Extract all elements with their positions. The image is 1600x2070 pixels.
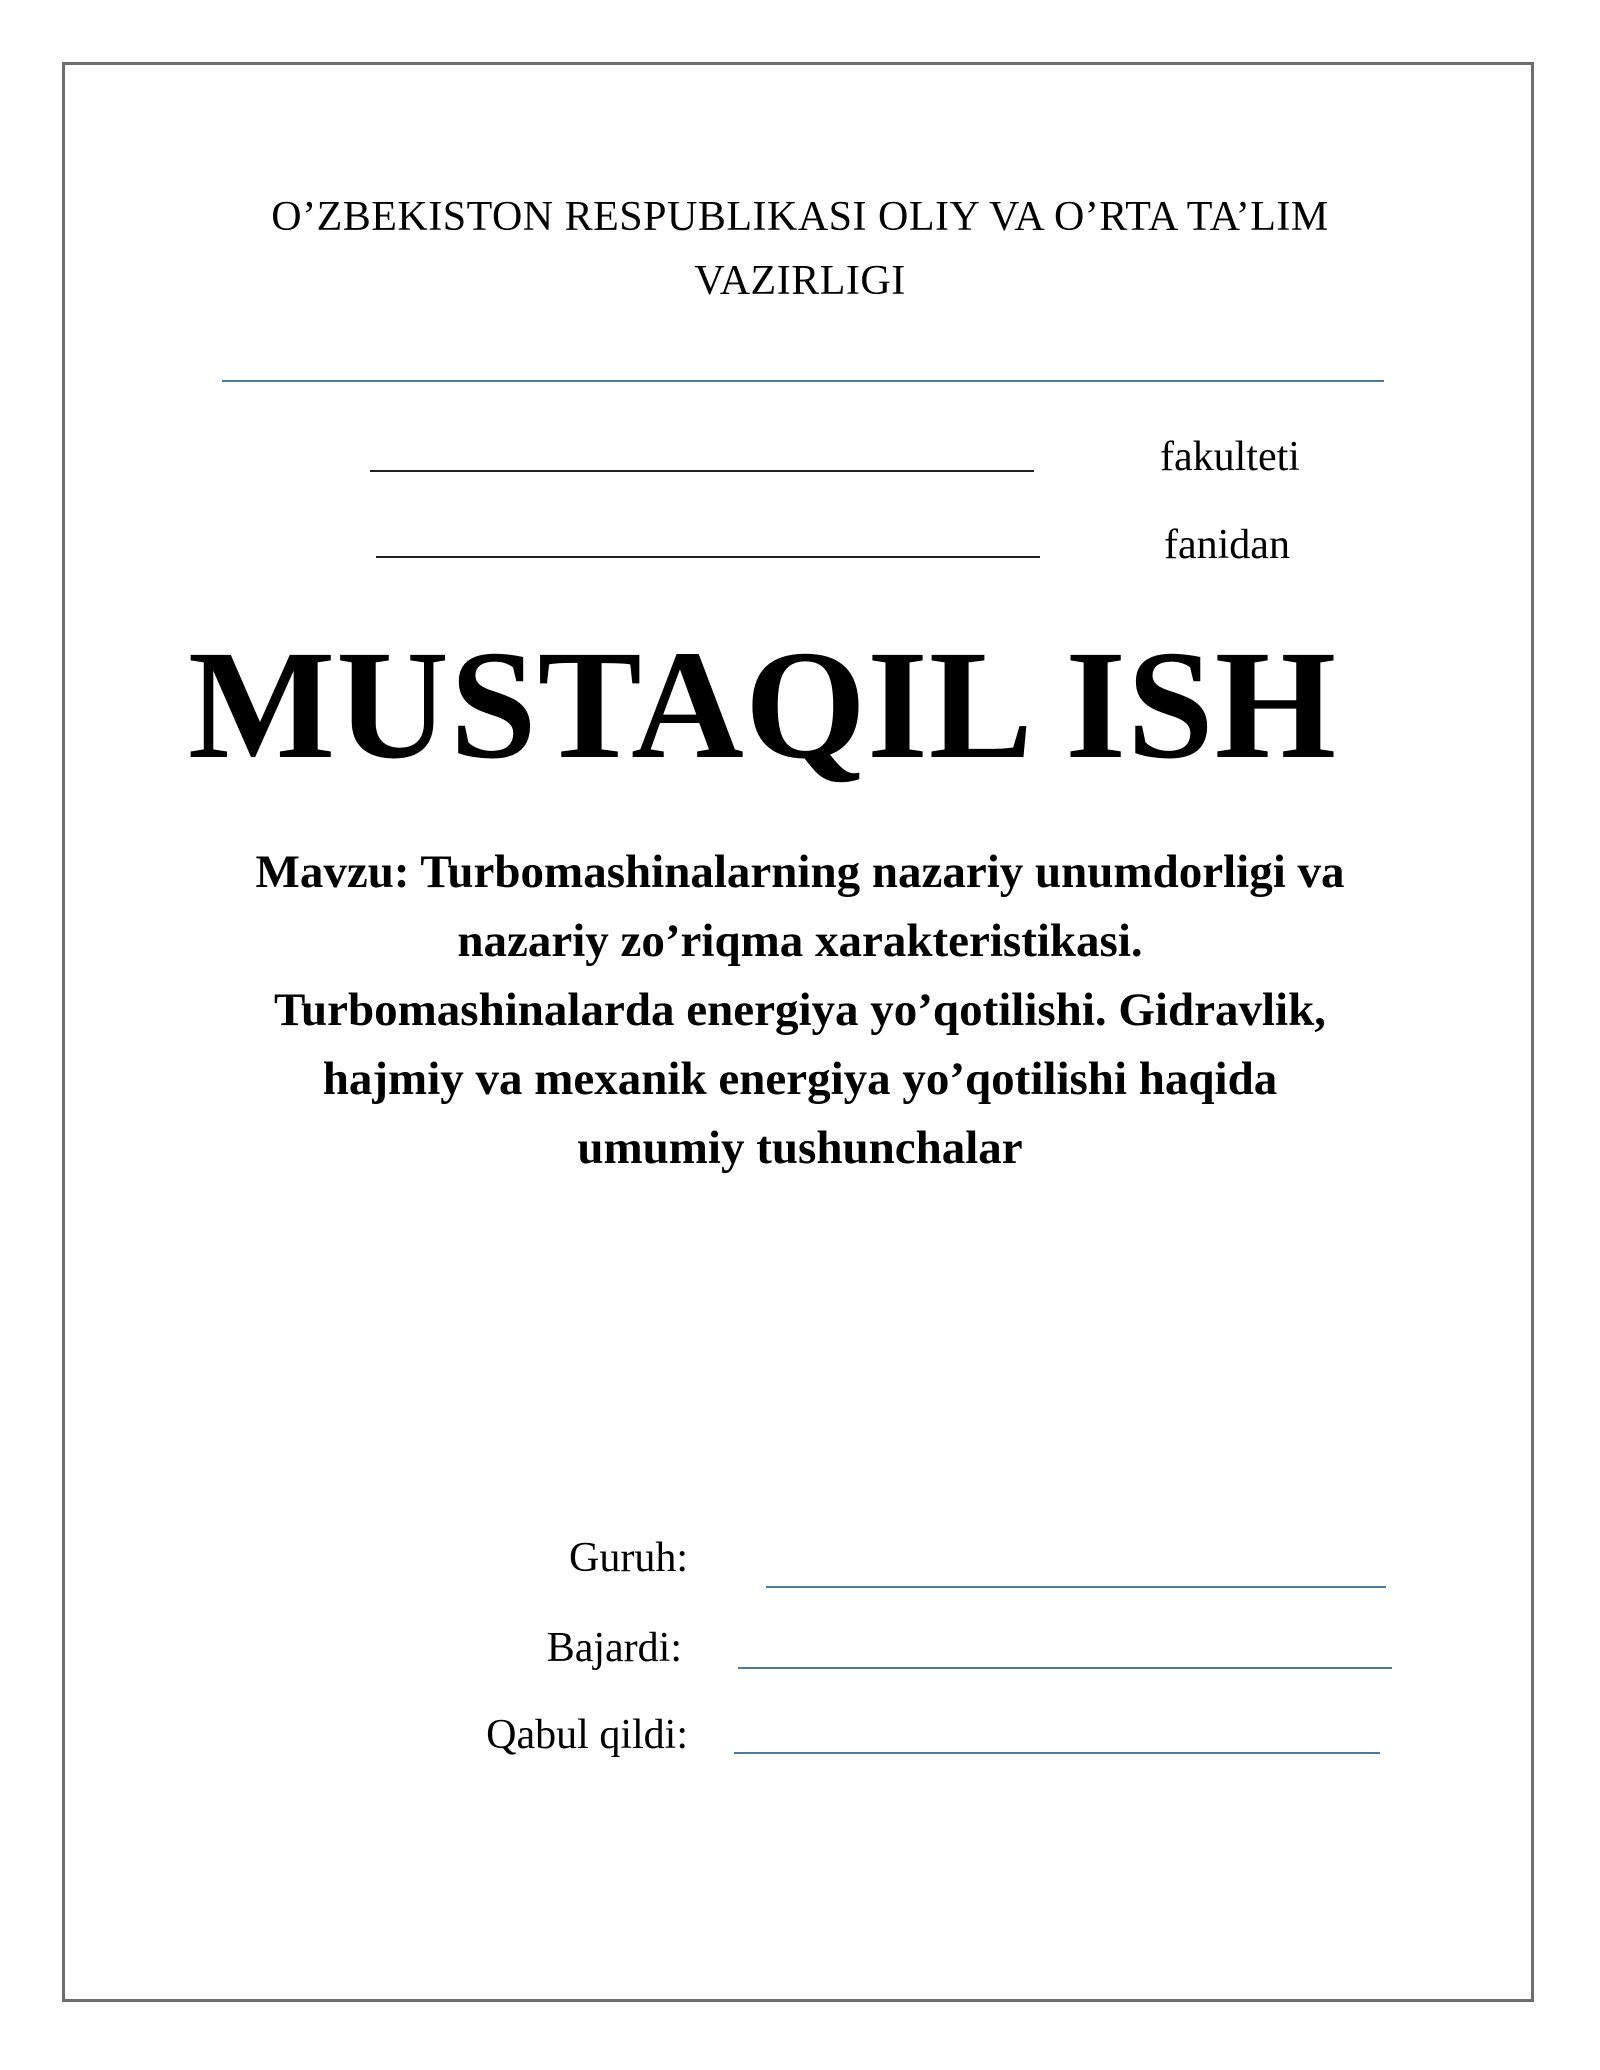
topic-line-1: Mavzu: Turbomashinalarning nazariy unumdorligi va [255,846,1345,898]
done-by-line[interactable] [738,1667,1392,1669]
ministry-line-1: O’ZBEKISTON RESPUBLIKASI OLIY VA O’RTA TA’LIM [271,194,1329,240]
accepted-by-label: Qabul qildi: [486,1712,688,1758]
topic-line-5: umumiy tushunchalar [577,1122,1023,1174]
topic-line-3: Turbomashinalarda energiya yo’qotilishi. Gidravlik, [273,984,1326,1036]
group-line[interactable] [766,1586,1386,1588]
ministry-header [150,185,1450,313]
accepted-by-line[interactable] [734,1752,1380,1754]
document-title: MUSTAQIL ISH [188,618,1338,791]
faculty-label: fakulteti [1160,434,1300,480]
faculty-name-line[interactable] [370,470,1034,472]
ministry-line-2: VAZIRLIGI [694,258,906,304]
topic-line-4: hajmiy va mexanik energiya yo’qotilishi haqida [322,1053,1278,1105]
group-label: Guruh: [569,1535,688,1581]
done-by-label: Bajardi: [546,1625,682,1671]
subject-label: fanidan [1164,522,1290,568]
subject-name-line[interactable] [376,556,1040,558]
topic-line-2: nazariy zo’riqma xarakteristikasi. [457,915,1143,967]
university-name-line[interactable] [222,380,1384,382]
topic-block [150,838,1450,1183]
